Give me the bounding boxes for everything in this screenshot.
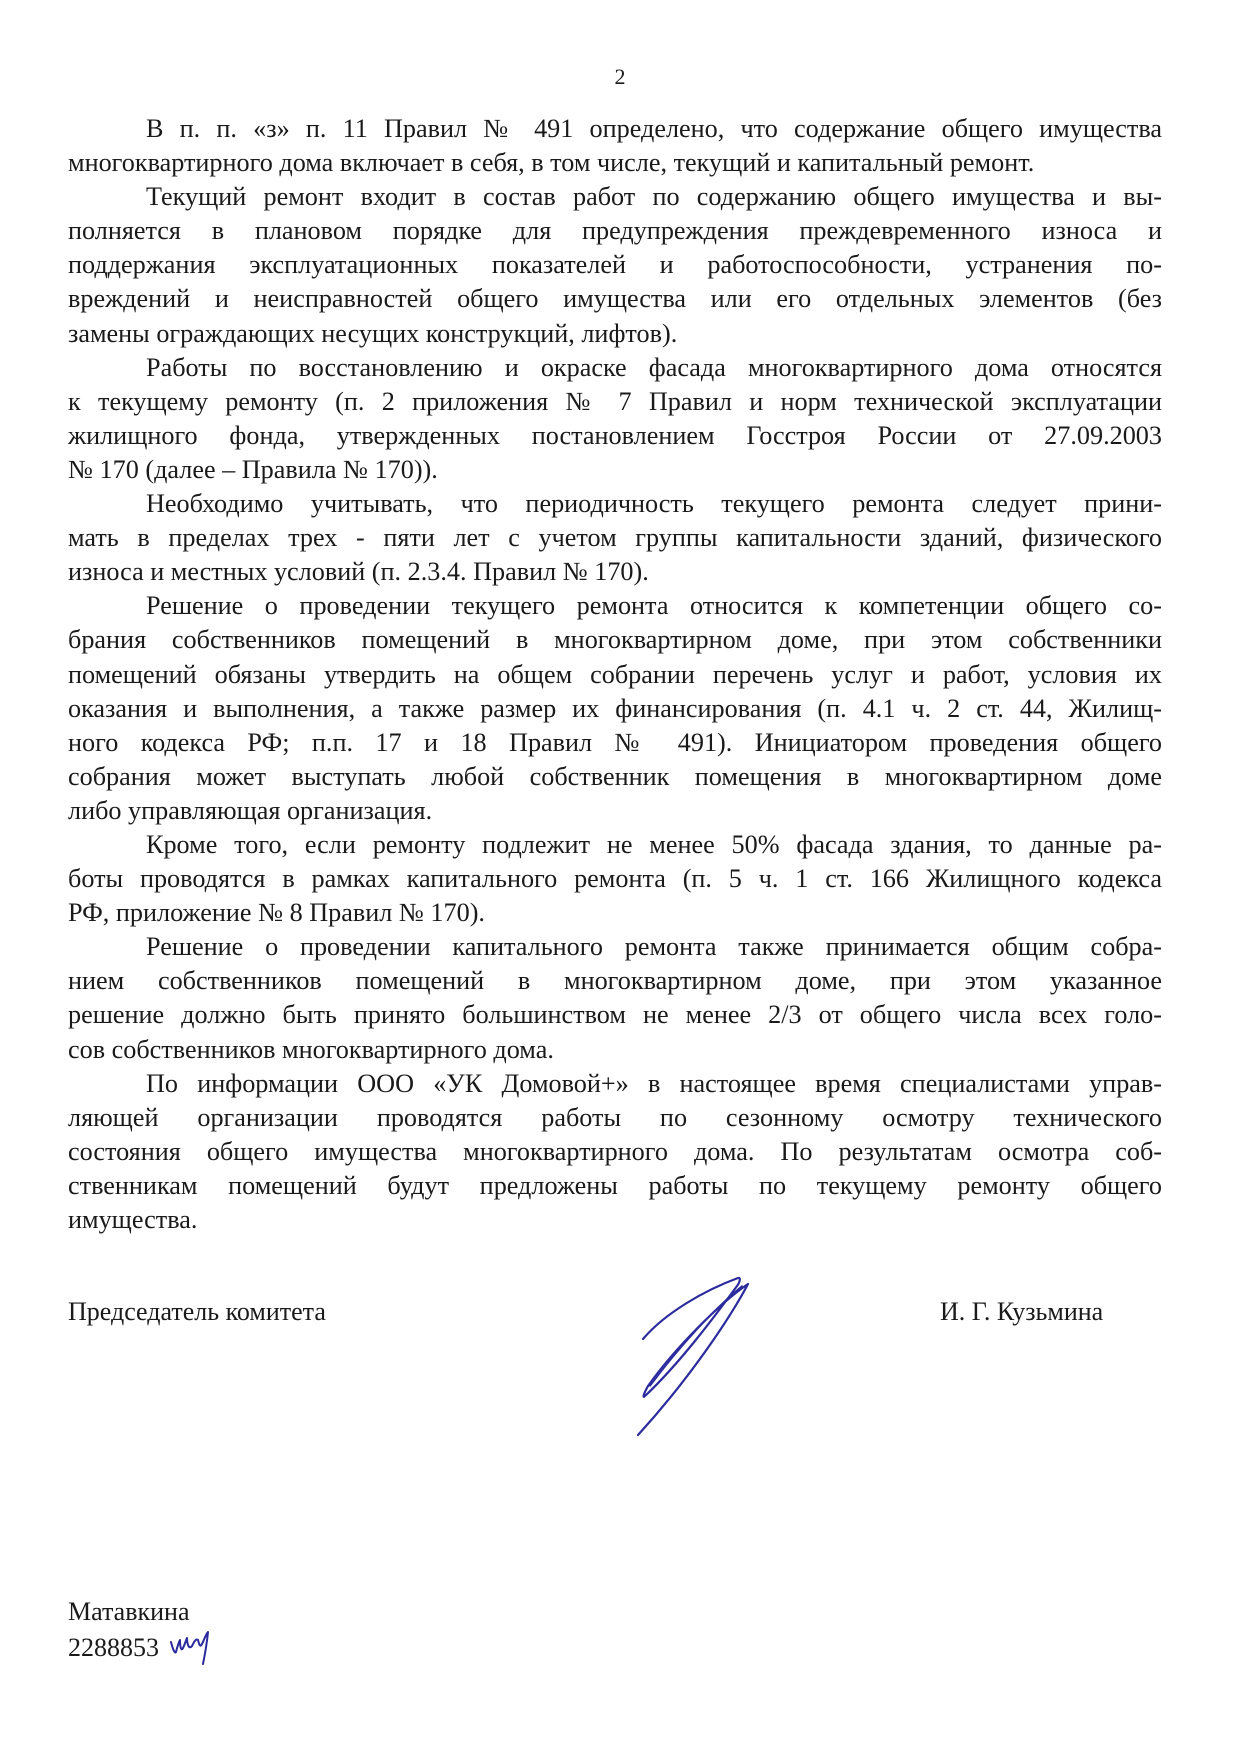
paragraph-line: многоквартирного дома включает в себя, в том числе, текущий и капитальный ремонт. <box>68 148 1035 178</box>
paragraph-line: либо управляющая организация. <box>68 795 433 825</box>
paragraph-line: Кроме того, если ремонту подлежит не менее 50% фасада здания, то данные ра- <box>146 829 1162 859</box>
paragraph-line: оказания и выполнения, а также размер их финансирования (п. 4.1 ч. 2 ст. 44, Жилищ- <box>68 693 1162 723</box>
paragraph-line: ляющей организации проводятся работы по сезонному осмотру технического <box>68 1102 1162 1132</box>
page-number: 2 <box>614 64 626 89</box>
paragraph-line: замены ограждающих несущих конструкций, лифтов). <box>68 318 678 348</box>
executor-name: Матавкина <box>68 1597 190 1626</box>
executor-phone-row <box>68 1628 215 1668</box>
paragraph-line: брания собственников помещений в многоквартирном доме, при этом собственники <box>68 625 1162 655</box>
handwritten-signature-icon <box>620 1268 770 1448</box>
paragraph-line: решение должно быть принято большинством не менее 2/3 от общего числа всех голо- <box>68 1000 1162 1030</box>
paragraph-line: Решение о проведении капитального ремонта также принимается общим собра- <box>146 932 1162 962</box>
paragraph-line: Необходимо учитывать, что периодичность текущего ремонта следует прини- <box>146 489 1162 519</box>
paragraph-line: нием собственников помещений в многоквартирном доме, при этом указанное <box>68 966 1162 996</box>
paragraph-line: имущества. <box>68 1205 198 1234</box>
handwritten-initials-icon <box>167 1628 215 1668</box>
paragraph-line: № 170 (далее – Правила № 170)). <box>68 454 438 484</box>
paragraph-line: ственникам помещений будут предложены работы по текущему ремонту общего <box>68 1170 1162 1200</box>
paragraph-line: сов собственников многоквартирного дома. <box>68 1034 554 1064</box>
paragraph-line: ного кодекса РФ; п.п. 17 и 18 Правил № 491). Инициатором проведения общего <box>68 727 1162 757</box>
paragraph-line: мать в пределах трех - пяти лет с учетом группы капитальности зданий, физического <box>68 523 1162 553</box>
signatory-title: Председатель комитета <box>68 1297 326 1326</box>
paragraph-line: В п. п. «з» п. 11 Правил № 491 определено, что содержание общего имущества <box>146 114 1162 143</box>
paragraph-line: износа и местных условий (п. 2.3.4. Правил № 170). <box>68 557 649 587</box>
paragraph-line: Решение о проведении текущего ремонта относится к компетенции общего со- <box>146 591 1162 621</box>
paragraph-line: РФ, приложение № 8 Правил № 170). <box>68 898 485 928</box>
letter-body <box>68 112 1162 1237</box>
paragraph-line: собрания может выступать любой собственник помещения в многоквартирном доме <box>68 761 1162 791</box>
paragraph-line: полняется в плановом порядке для предупреждения преждевременного износа и <box>68 216 1162 246</box>
paragraph-line: Работы по восстановлению и окраске фасада многоквартирного дома относятся <box>146 352 1162 382</box>
paragraph-line: поддержания эксплуатационных показателей и работоспособности, устранения по- <box>68 250 1162 280</box>
paragraph-line: состояния общего имущества многоквартирного дома. По результатам осмотра соб- <box>68 1136 1162 1166</box>
paragraph-line: По информации ООО «УК Домовой+» в настоящее время специалистами управ- <box>146 1068 1162 1098</box>
paragraph-line: вреждений и неисправностей общего имущества или его отдельных элементов (без <box>68 284 1162 314</box>
paragraph-line: боты проводятся в рамках капитального ремонта (п. 5 ч. 1 ст. 166 Жилищного кодекса <box>68 864 1162 894</box>
paragraph-line: жилищного фонда, утвержденных постановлением Госстроя России от 27.09.2003 <box>68 420 1162 450</box>
signatory-name: И. Г. Кузьмина <box>940 1297 1104 1326</box>
executor-phone: 2288853 <box>68 1633 159 1662</box>
paragraph-line: Текущий ремонт входит в состав работ по содержанию общего имущества и вы- <box>146 182 1162 212</box>
executor-block <box>68 1596 215 1668</box>
paragraph-line: к текущему ремонту (п. 2 приложения № 7 Правил и норм технической эксплуатации <box>68 386 1162 416</box>
paragraph-line: помещений обязаны утвердить на общем собрании перечень услуг и работ, условия их <box>68 659 1162 689</box>
